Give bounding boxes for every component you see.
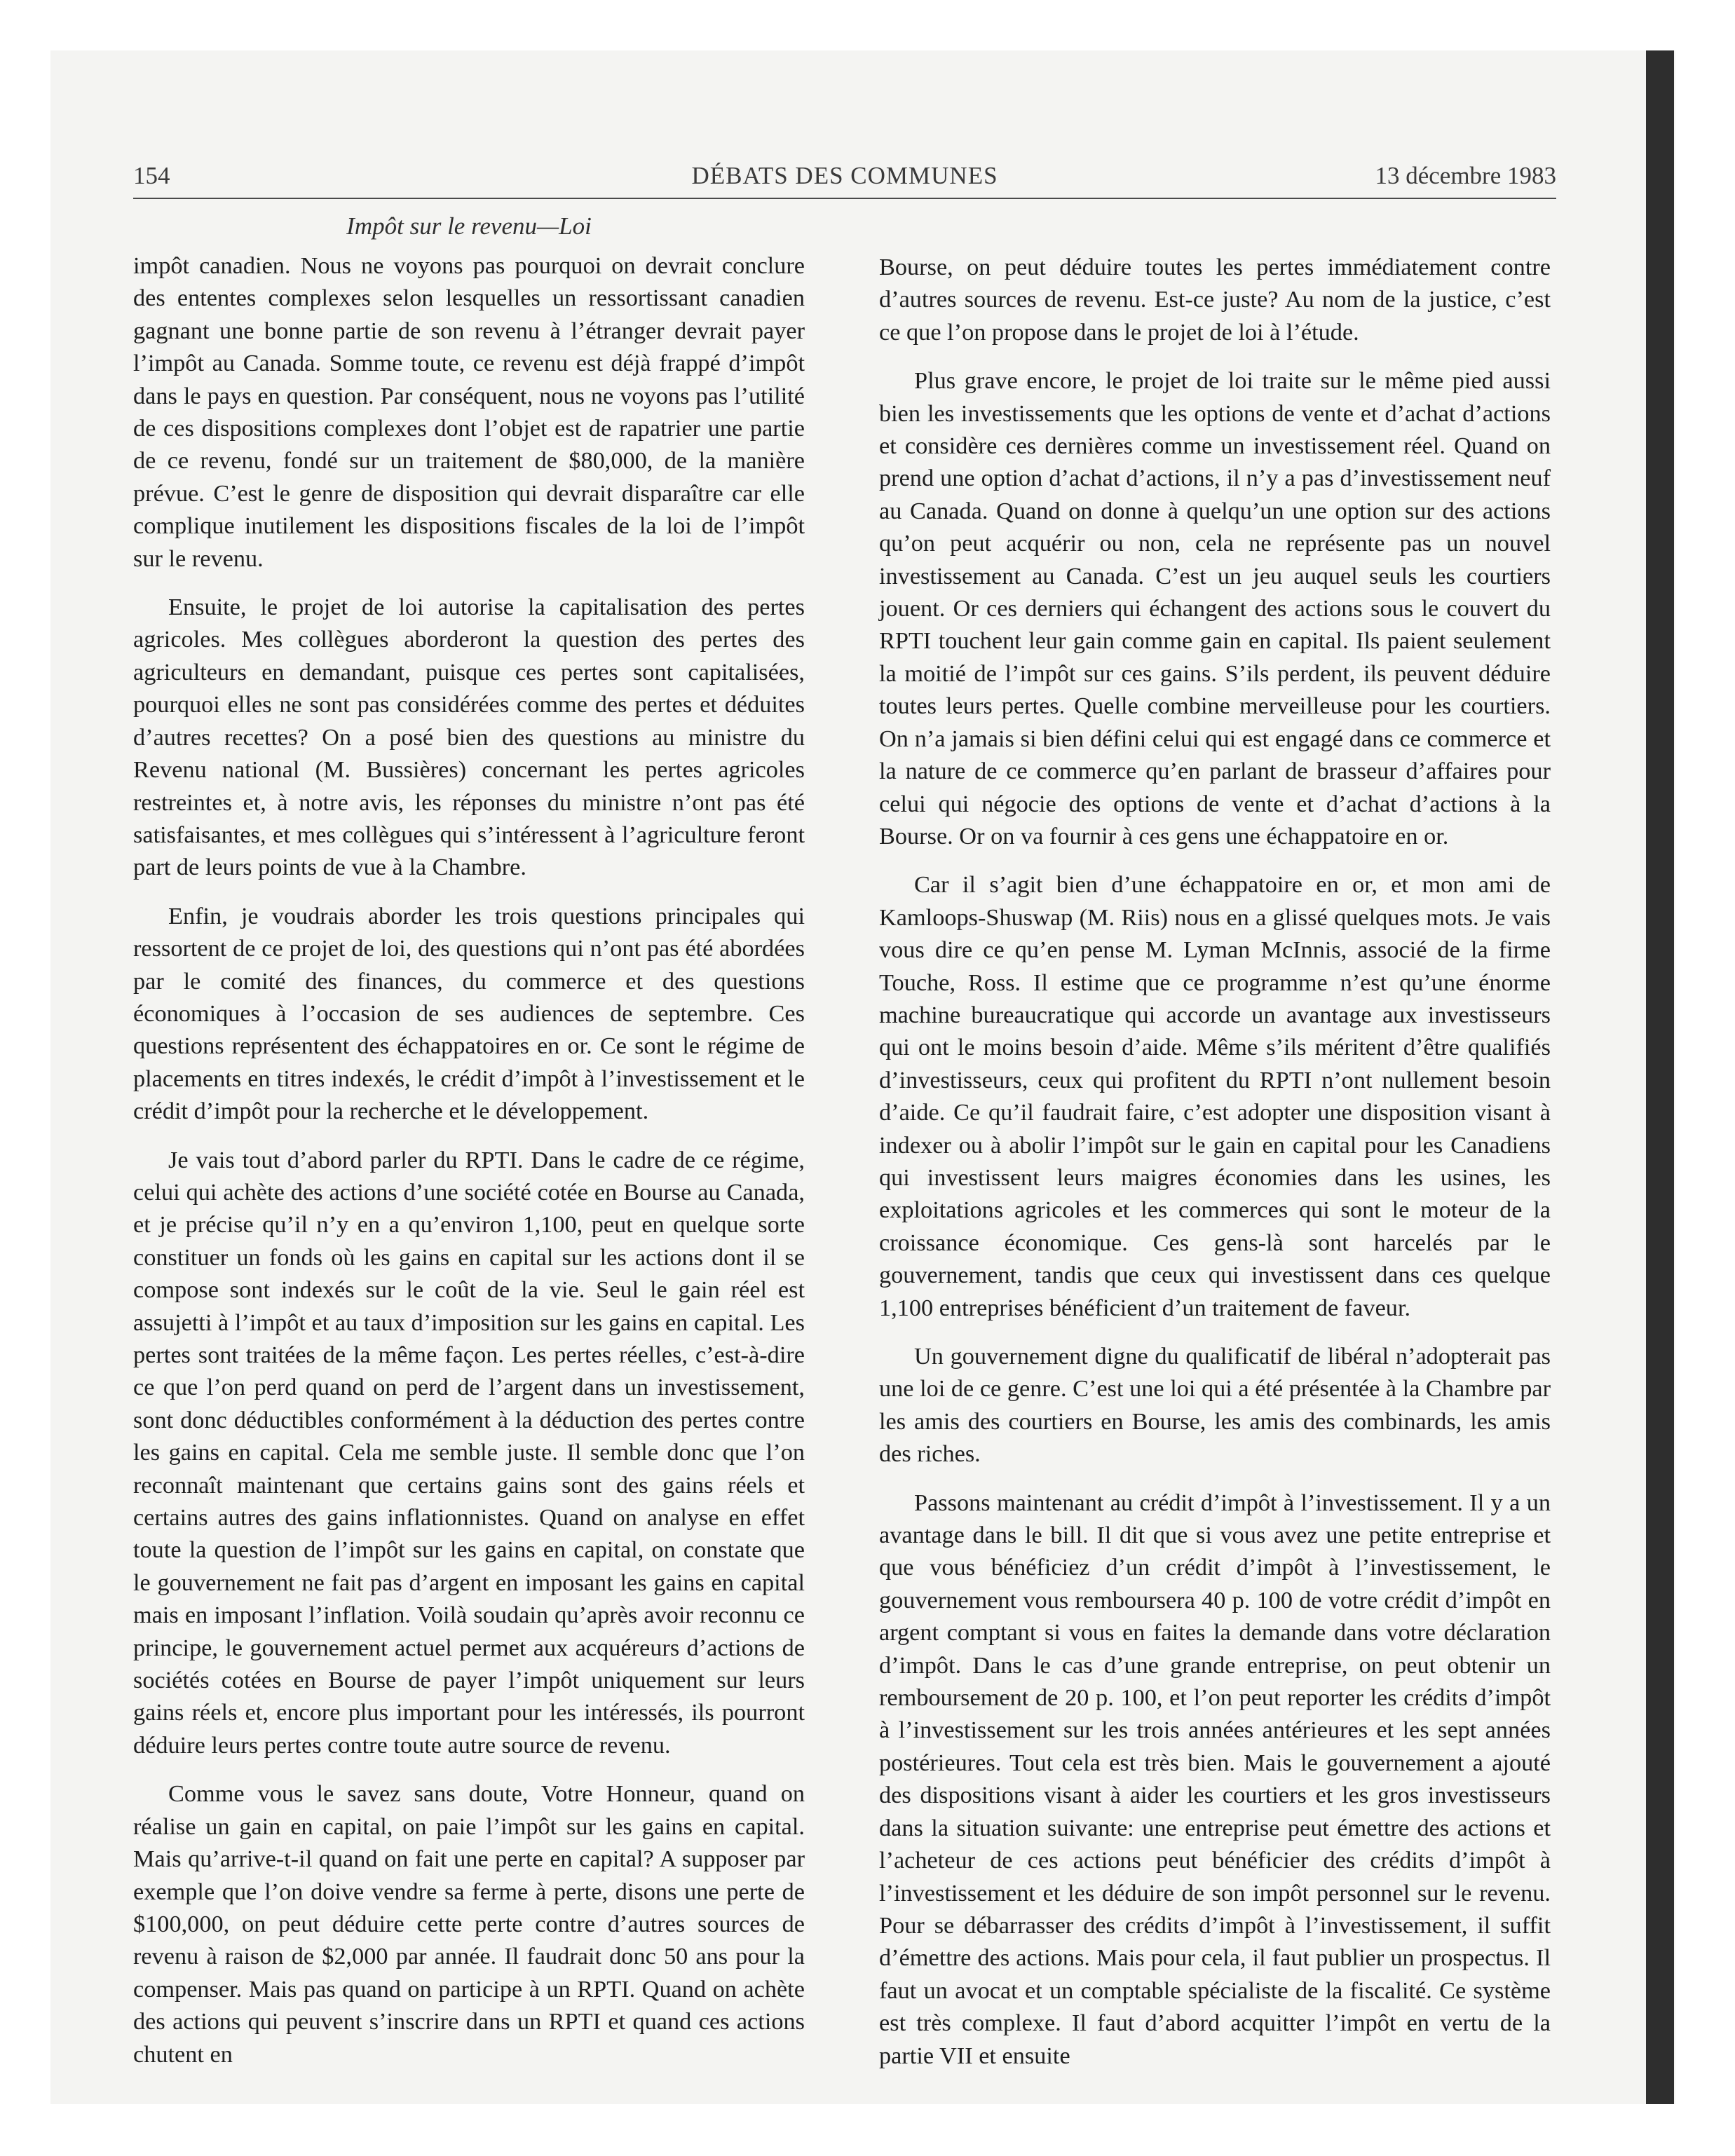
issue-date: 13 décembre 1983 xyxy=(1375,162,1556,189)
paragraph: Comme vous le savez sans doute, Votre Honneur, quand on réalise un gain en capital, on paie l’impôt sur les gains en capital. Mais qu’arrive-t-il quand on fait une perte en capital? A supposer par exemple que l’on doive vendre sa ferme à perte, disons une perte de $100,000, on peut déduire cette perte contre d’autres sources de revenu à raison de $2,000 par année. Il faudrait donc 50 ans pour la compenser. Mais pas quand on participe à un RPTI. Quand on achète des actions qui peuvent s’inscrire dans un RPTI et quand ces actions chutent en xyxy=(133,1780,805,2068)
paragraph: Enfin, je voudrais aborder les trois questions principales qui ressortent de ce projet de loi, des questions qui n’ont pas été abordées par le comité des finances, du commerce et des questions économiques à l’occasion de ses audiences de septembre. Ces questions représentent des échappatoires en or. Ce sont le régime de placements en titres indexés, le crédit d’impôt à l’investissement et le crédit d’impôt pour la recherche et le développement. xyxy=(133,902,805,1125)
paragraph: Un gouvernement digne du qualificatif de libéral n’adopterait pas une loi de ce genre. C’est une loi qui a été présentée à la Chambre par les amis des courtiers en Bourse, les amis des combinards, les amis des riches. xyxy=(879,1343,1551,1468)
paragraph: impôt canadien. Nous ne voyons pas pourquoi on devrait conclure des ententes complexes selon lesquelles un ressortissant canadien gagnant une bonne partie de son revenu à l’étranger devrait payer l’impôt au Canada. Somme toute, ce revenu est déjà frappé d’impôt dans le pays en question. Par conséquent, nous ne voyons pas l’utilité de ces dispositions complexes dont l’objet est de rapatrier une partie de ce revenu, fondé sur un traitement de $80,000, de la manière prévue. C’est le genre de disposition qui devrait disparaître car elle complique inutilement les dispositions fiscales de la loi de l’impôt sur le revenu. xyxy=(133,252,805,572)
running-head xyxy=(133,160,1556,192)
journal-title: DÉBATS DES COMMUNES xyxy=(691,162,998,189)
paragraph: Ensuite, le projet de loi autorise la capitalisation des pertes agricoles. Mes collègues aborderont la question des pertes des agriculteurs en demandant, puisque ces pertes sont capitalisées, pourquoi elles ne sont pas considérées comme des pertes et déduites d’autres recettes? On a posé bien des questions au ministre du Revenu national (M. Bussières) concernant les pertes agricoles restreintes et, à notre avis, les réponses du ministre n’ont pas été satisfaisantes, et mes collègues qui s’intéressent à l’agriculture feront part de leurs points de vue à la Chambre. xyxy=(133,594,805,881)
page-number: 154 xyxy=(133,162,170,189)
paragraph: Passons maintenant au crédit d’impôt à l’investissement. Il y a un avantage dans le bill. Il dit que si vous avez une petite entreprise et que vous bénéficiez d’un crédit d’impôt à l’investissement, le gouvernement vous remboursera 40 p. 100 de votre crédit d’impôt en argent comptant si vous en faites la demande dans votre déclaration d’impôt. Dans le cas d’une grande entreprise, on peut obtenir un remboursement de 20 p. 100, et l’on peut reporter les crédits d’impôt à l’investissement sur les trois années antérieures et les sept années postérieures. Tout cela est très bien. Mais le gouvernement a ajouté des dispositions visant à aider les courtiers et les gros investisseurs dans la situation suivante: une entreprise peut émettre des actions et l’acheteur de ces actions peut bénéficier des crédits d’impôt à l’investissement et les déduire de son impôt personnel sur le revenu. Pour se débarrasser des crédits d’impôt à l’investissement, il suffit d’émettre des actions. Mais pour cela, il faut publier un prospectus. Il faut un avocat et un comptable spécialiste de la fiscalité. Ce système est très complexe. Il faut d’abord acquitter l’impôt en vertu de la partie VII et ensuite xyxy=(879,1489,1551,2069)
paragraph: Plus grave encore, le projet de loi traite sur le même pied aussi bien les investissements que les options de vente et d’achat d’actions et considère ces dernières comme un investissement réel. Quand on prend une option d’achat d’actions, il n’y a pas d’investissement neuf au Canada. Quand on donne à quelqu’un une option sur des actions qu’on peut acquérir ou non, cela ne représente pas un nouvel investissement au Canada. C’est un jeu auquel seuls les courtiers jouent. Or ces derniers qui échangent des actions sous le couvert du RPTI touchent leur gain comme gain en capital. Ils paient seulement la moitié de l’impôt sur ces gains. S’ils perdent, ils peuvent déduire toutes leurs pertes. Quelle combine merveilleuse pour les courtiers. On n’a jamais si bien défini celui qui est engagé dans ce commerce et la nature de ce commerce qu’en parlant de brasseur d’affaires pour celui qui négocie des options de vente et d’achat d’actions à la Bourse. Or on va fournir à ces gens une échappatoire en or. xyxy=(879,367,1551,850)
binding-shadow xyxy=(1646,50,1674,2104)
paragraph: Je vais tout d’abord parler du RPTI. Dans le cadre de ce régime, celui qui achète des actions d’une société cotée en Bourse au Canada, et je précise qu’il n’y en a qu’environ 1,100, peut en quelque sorte constituer un fonds où les gains en capital sur les actions dont il se compose sont indexés sur le coût de la vie. Seul le gain réel est assujetti à l’impôt et au taux d’imposition sur les gains en capital. Les pertes sont traitées de la même façon. Les pertes réelles, c’est-à-dire ce que l’on perd quand on perd de l’argent dans un investissement, sont donc déductibles conformément à la déduction des pertes contre les gains en capital. Cela me semble juste. Il semble donc que l’on reconnaît maintenant que certains gains sont des gains réels et certains autres des gains inflationnistes. Quand on analyse en effet toute la question de l’impôt sur les gains en capital, on constate que le gouvernement ne fait pas d’argent en imposant les gains en capital mais en imposant l’inflation. Voilà soudain qu’après avoir reconnu ce principe, le gouvernement actuel permet aux acquéreurs d’actions de sociétés cotées en Bourse de payer l’impôt uniquement sur leurs gains réels et, encore plus important pour les intéressés, ils pourront déduire leurs pertes contre toute autre source de revenu. xyxy=(133,1146,805,1759)
paragraph: Car il s’agit bien d’une échappatoire en or, et mon ami de Kamloops-Shuswap (M. Riis) nous en a glissé quelques mots. Je vais vous dire ce qu’en pense M. Lyman McInnis, associé de la firme Touche, Ross. Il estime que ce programme n’est qu’une énorme machine bureaucratique qui accorde un avantage aux investisseurs qui ont le moins besoin d’aide. Même s’ils méritent d’être qualifiés d’investisseurs, ceux qui profitent du RPTI n’ont nullement besoin d’aide. Ce qu’il faudrait faire, c’est adopter une disposition visant à indexer ou à abolir l’impôt sur le gain en capital pour les Canadiens qui investissent leurs maigres économies dans les usines, les exploitations agricoles et les commerces qui sont le moteur de la croissance économique. Ces gens-là sont harcelés par le gouvernement, tandis que ceux qui investissent dans ces quelque 1,100 entreprises bénéficient d’un traitement de faveur. xyxy=(879,871,1551,1321)
paragraph: Bourse, on peut déduire toutes les pertes immédiatement contre d’autres sources de revenu. Est-ce juste? Au nom de la justice, c’est ce que l’on propose dans le projet de loi à l’étude. xyxy=(879,254,1551,346)
right-column xyxy=(879,251,1551,2088)
header-rule xyxy=(133,198,1556,199)
left-column xyxy=(133,250,805,2087)
section-title: Impôt sur le revenu—Loi xyxy=(346,212,592,240)
